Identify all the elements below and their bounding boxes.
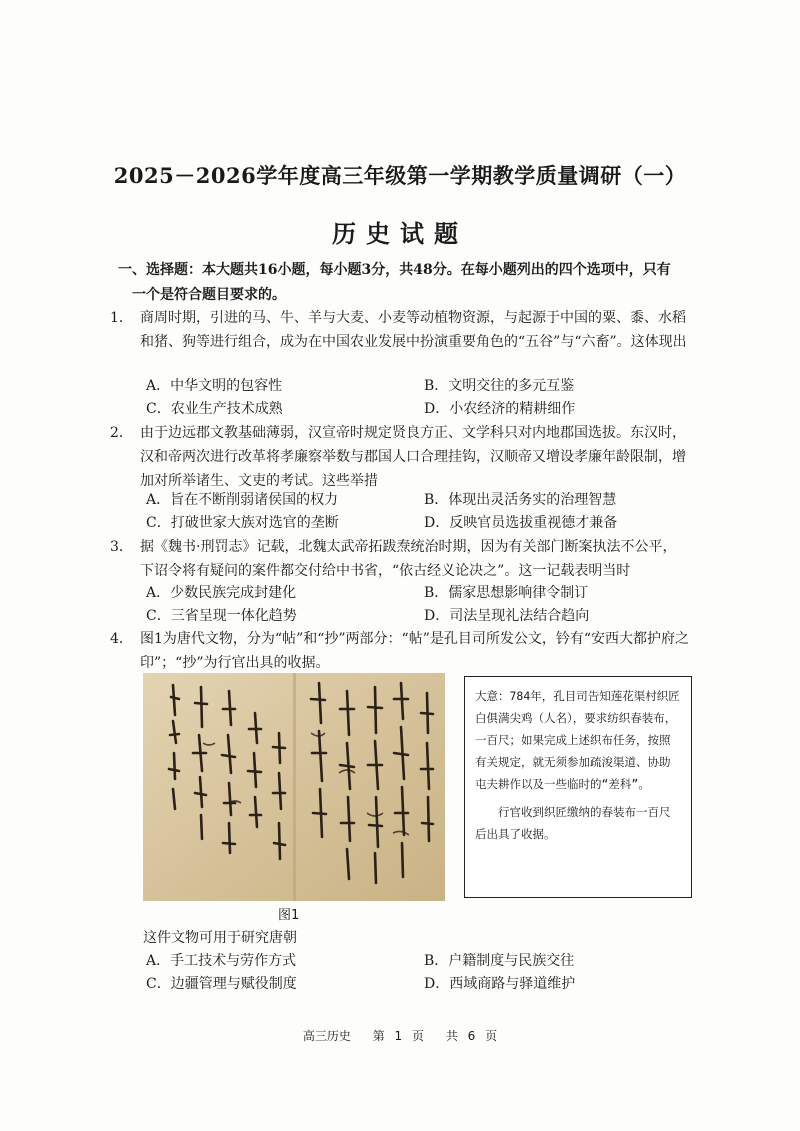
figure-label: 图1: [278, 908, 300, 923]
option-d: D．司法呈现礼法结合趋向: [424, 608, 590, 624]
question-3: [110, 535, 690, 583]
question-4-followup: 这件文物可用于研究唐朝: [143, 930, 297, 946]
footer-subject: 高三历史: [302, 1029, 351, 1043]
question-number: 1．: [110, 310, 133, 326]
option-c: C．打破世家大族对选官的垄断: [146, 515, 339, 531]
manuscript-drawing: [143, 673, 445, 901]
question-1-options-row2: [140, 398, 700, 420]
question-3-options-row2: [140, 605, 700, 627]
option-d: D．反映官员选拔重视德才兼备: [424, 515, 618, 531]
option-a: A．少数民族完成封建化: [146, 585, 297, 601]
question-1-options-row1: [140, 375, 700, 397]
option-d: D．小农经济的精耕细作: [424, 401, 576, 417]
option-a: A．中华文明的包容性: [146, 378, 283, 394]
question-number: 2．: [110, 425, 133, 441]
footer-page-number: 第 1 页: [372, 1029, 424, 1043]
option-a: A．手工技术与劳作方式: [146, 953, 297, 969]
caption-paragraph-1: 大意：784年，孔目司告知莲花渠村织匠白俱满尖鸡（人名），要求纺织春装布，一百尺；如果完成上述织布任务，按照有关规定，就无须参加疏浚渠道、协助屯夫耕作以及一些临时的“差科”。: [475, 689, 680, 791]
subject-title: 历史试题: [332, 219, 468, 248]
option-c: C．三省呈现一体化趋势: [146, 608, 297, 624]
question-2-options-row2: [140, 512, 700, 534]
section-heading-line2: 一个是符合题目要求的。: [132, 287, 286, 303]
question-2-options-row1: [140, 489, 700, 511]
question-4: [110, 627, 690, 675]
option-a: A．旨在不断削弱诸侯国的权力: [146, 492, 339, 508]
option-c: C．边疆管理与赋役制度: [146, 976, 297, 992]
question-3-options-row1: [140, 582, 700, 604]
footer-total-pages: 共 6 页: [445, 1029, 498, 1043]
option-b: B．体现出灵活务实的治理智慧: [424, 492, 617, 508]
question-2: [110, 421, 690, 493]
section-heading: [118, 258, 678, 308]
option-b: B．文明交往的多元互鉴: [424, 378, 575, 394]
caption-paragraph-2: 行官收到织匠缴纳的春装布一百尺后出具了收据。: [475, 805, 671, 841]
option-d: D．西域商路与驿道维护: [424, 976, 576, 992]
question-number: 4．: [110, 631, 133, 647]
question-stem: 据《魏书·刑罚志》记载，北魏太武帝拓跋焘统治时期，因为有关部门断案执法不公平，下诏令将有疑问的案件都交付给中书省，“依古经义论决之”。这一记载表明当时: [140, 539, 677, 579]
option-b: B．儒家思想影响律令制订: [424, 585, 589, 601]
fold-line: [293, 673, 296, 901]
manuscript-photo: [143, 673, 445, 901]
question-stem: 图1为唐代文物，分为“帖”和“抄”两部分：“帖”是孔目司所发公文，钤有“安西大都护府之印”；“抄”为行官出具的收据。: [140, 631, 690, 671]
question-stem: 由于边远郡文教基础薄弱，汉宣帝时规定贤良方正、文学科只对内地郡国选拔。东汉时，汉和帝两次进行改革将孝廉察举数与郡国人口合理挂钩，汉顺帝又增设孝廉年龄限制，增加对所举诸生、文吏的考试。这些举措: [140, 425, 686, 489]
figure-caption-box: [464, 676, 692, 898]
section-heading-line1: 一、选择题：本大题共16小题，每小题3分，共48分。在每小题列出的四个选项中，只有: [118, 262, 671, 278]
question-4-options-row1: [140, 950, 700, 972]
page-footer: [0, 1027, 800, 1044]
exam-title: 2025－2026学年度高三年级第一学期教学质量调研（一）: [113, 163, 687, 188]
question-1: [110, 306, 690, 354]
option-b: B．户籍制度与民族交往: [424, 953, 575, 969]
question-stem: 商周时期，引进的马、牛、羊与大麦、小麦等动植物资源，与起源于中国的粟、黍、水稻和猪、狗等进行组合，成为在中国农业发展中扮演重要角色的“五谷”与“六畜”。这体现出: [140, 310, 687, 350]
option-c: C．农业生产技术成熟: [146, 401, 283, 417]
question-number: 3．: [110, 539, 133, 555]
question-4-options-row2: [140, 973, 700, 995]
